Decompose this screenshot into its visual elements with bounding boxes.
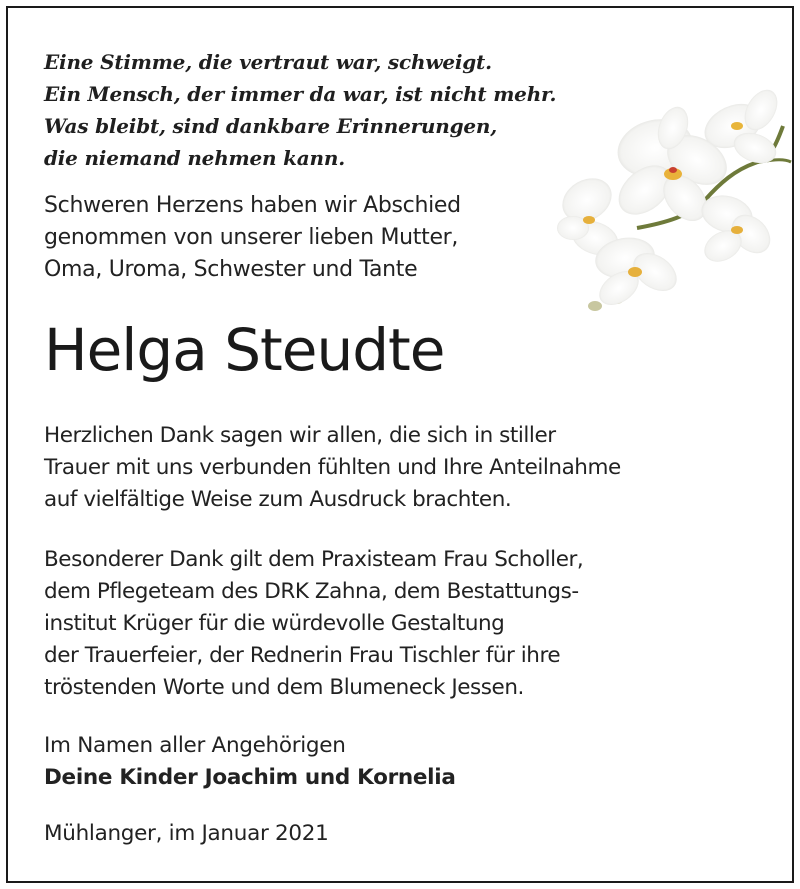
family-names: Deine Kinder Joachim und Kornelia [44,765,456,790]
thanks-line: auf vielfältige Weise zum Ausdruck brachten. [44,487,512,512]
on-behalf-text: Im Namen aller Angehörigen [44,733,346,758]
poem-line: Was bleibt, sind dankbare Erinnerungen, [44,114,498,138]
special-thanks-line: institut Krüger für die würdevolle Gestaltung [44,611,505,636]
signature [44,730,456,794]
special-thanks-line: dem Pflegeteam des DRK Zahna, dem Bestattungs- [44,579,579,604]
special-thanks-paragraph [44,544,583,704]
poem-line: Ein Mensch, der immer da war, ist nicht mehr. [44,82,557,106]
orchid-image [555,88,795,318]
intro-line: genommen von unserer lieben Mutter, [44,225,459,250]
special-thanks-line: Besonderer Dank gilt dem Praxisteam Frau Scholler, [44,547,584,572]
special-thanks-line: der Trauerfeier, der Rednerin Frau Tischler für ihre [44,643,561,668]
poem-line: die niemand nehmen kann. [44,146,346,170]
special-thanks-line: tröstenden Worte und dem Blumeneck Jessen. [44,675,524,700]
thanks-line: Herzlichen Dank sagen wir allen, die sich in stiller [44,423,556,448]
place-date: Mühlanger, im Januar 2021 [44,821,329,846]
poem [44,46,556,174]
thanks-line: Trauer mit uns verbunden fühlten und Ihre Anteilnahme [44,455,621,480]
thanks-paragraph [44,420,621,516]
intro-line: Schweren Herzens haben wir Abschied [44,193,461,218]
intro-text [44,190,461,286]
deceased-name: Helga Steudte [44,316,445,384]
intro-line: Oma, Uroma, Schwester und Tante [44,257,418,282]
poem-line: Eine Stimme, die vertraut war, schweigt. [44,50,492,74]
